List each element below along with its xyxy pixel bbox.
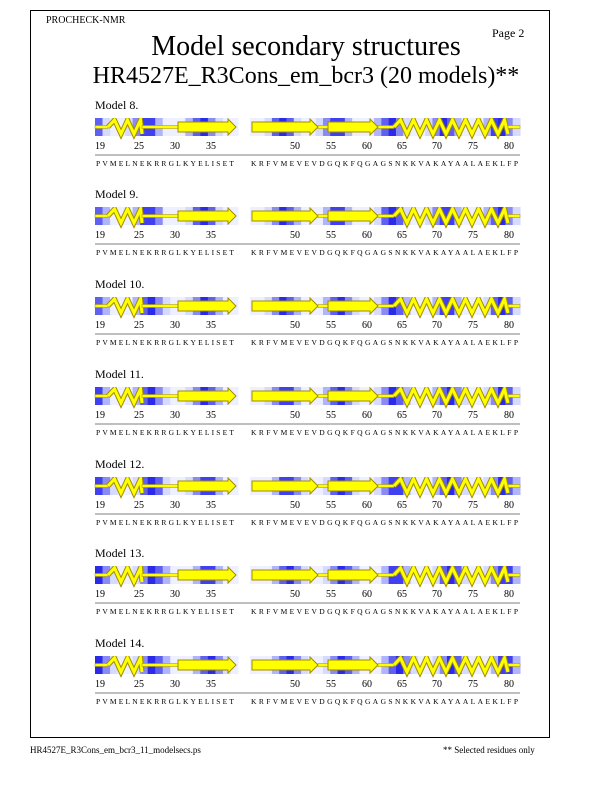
residue-number-label: 19 <box>95 230 105 241</box>
residue-number-label: 35 <box>206 410 216 421</box>
structure-track <box>0 656 612 736</box>
residue-number-label: 35 <box>206 141 216 152</box>
coil-segment <box>318 305 328 308</box>
coil-segment <box>318 664 328 667</box>
coil-segment <box>142 485 178 488</box>
residue-number-label: 70 <box>432 230 442 241</box>
structure-track <box>0 118 612 198</box>
coil-segment <box>95 215 108 218</box>
sequence-text: PVMELNEKRRGLKYELISET <box>96 697 234 706</box>
residue-number-label: 30 <box>170 230 180 241</box>
sequence-text: KRFVMEVEVDGQKFQGAGSNKKVAKAYAALAEKLFP <box>251 338 518 347</box>
residue-number-label: 19 <box>95 500 105 511</box>
residue-number-label: 25 <box>134 410 144 421</box>
residue-number-label: 25 <box>134 230 144 241</box>
structure-track <box>0 477 612 557</box>
coil-segment <box>142 395 178 398</box>
residue-number-label: 70 <box>432 679 442 690</box>
coil-segment <box>95 395 108 398</box>
residue-number-label: 35 <box>206 320 216 331</box>
residue-number-label: 60 <box>362 589 372 600</box>
model-label: Model 10. <box>95 277 145 291</box>
model-label: Model 13. <box>95 546 145 560</box>
footer-filename: HR4527E_R3Cons_em_bcr3_11_modelsecs.ps <box>30 745 201 755</box>
residue-number-label: 70 <box>432 141 442 152</box>
residue-number-label: 25 <box>134 679 144 690</box>
residue-number-label: 30 <box>170 320 180 331</box>
residue-number-label: 60 <box>362 679 372 690</box>
residue-number-label: 30 <box>170 410 180 421</box>
coil-segment <box>142 305 178 308</box>
coil-segment <box>318 395 328 398</box>
coil-segment <box>95 485 108 488</box>
residue-number-label: 65 <box>397 230 407 241</box>
residue-number-label: 50 <box>290 500 300 511</box>
residue-number-label: 80 <box>504 679 514 690</box>
coil-segment <box>95 664 108 667</box>
page-title: Model secondary structures <box>151 31 461 62</box>
sequence-text: PVMELNEKRRGLKYELISET <box>96 159 234 168</box>
coil-segment <box>318 574 328 577</box>
model-block <box>0 457 612 547</box>
residue-number-label: 19 <box>95 589 105 600</box>
residue-number-label: 65 <box>397 410 407 421</box>
sequence-text: PVMELNEKRRGLKYELISET <box>96 518 234 527</box>
residue-number-label: 55 <box>326 141 336 152</box>
sequence-text: KRFVMEVEVDGQKFQGAGSNKKVAKAYAALAEKLFP <box>251 697 518 706</box>
model-label: Model 12. <box>95 457 145 471</box>
coil-segment <box>318 485 328 488</box>
residue-number-label: 80 <box>504 589 514 600</box>
page-number: Page 2 <box>492 26 525 40</box>
coil-segment <box>508 664 520 667</box>
structure-track <box>0 566 612 646</box>
residue-number-label: 60 <box>362 410 372 421</box>
footer-note: ** Selected residues only <box>443 745 535 755</box>
coil-segment <box>508 305 520 308</box>
coil-segment <box>318 215 328 218</box>
model-block <box>0 277 612 367</box>
residue-number-label: 65 <box>397 320 407 331</box>
model-block <box>0 546 612 636</box>
coil-segment <box>378 395 394 398</box>
coil-segment <box>508 215 520 218</box>
residue-number-label: 30 <box>170 679 180 690</box>
residue-number-label: 55 <box>326 410 336 421</box>
residue-number-label: 35 <box>206 679 216 690</box>
sequence-text: PVMELNEKRRGLKYELISET <box>96 338 234 347</box>
sequence-text: PVMELNEKRRGLKYELISET <box>96 248 234 257</box>
residue-number-label: 50 <box>290 320 300 331</box>
residue-number-label: 30 <box>170 141 180 152</box>
residue-number-label: 60 <box>362 230 372 241</box>
residue-number-label: 55 <box>326 500 336 511</box>
residue-number-label: 55 <box>326 230 336 241</box>
residue-number-label: 65 <box>397 141 407 152</box>
residue-number-label: 19 <box>95 410 105 421</box>
residue-number-label: 35 <box>206 230 216 241</box>
coil-segment <box>378 305 394 308</box>
residue-number-label: 80 <box>504 320 514 331</box>
residue-number-label: 30 <box>170 500 180 511</box>
coil-segment <box>95 126 108 129</box>
residue-number-label: 80 <box>504 410 514 421</box>
residue-number-label: 50 <box>290 410 300 421</box>
residue-number-label: 35 <box>206 589 216 600</box>
residue-number-label: 75 <box>468 589 478 600</box>
residue-number-label: 80 <box>504 141 514 152</box>
coil-segment <box>95 305 108 308</box>
coil-segment <box>378 574 394 577</box>
structure-track <box>0 297 612 377</box>
residue-number-label: 55 <box>326 320 336 331</box>
residue-number-label: 50 <box>290 679 300 690</box>
residue-number-label: 25 <box>134 589 144 600</box>
sequence-text: KRFVMEVEVDGQKFQGAGSNKKVAKAYAALAEKLFP <box>251 159 518 168</box>
coil-segment <box>508 395 520 398</box>
sequence-text: PVMELNEKRRGLKYELISET <box>96 428 234 437</box>
model-label: Model 11. <box>95 367 144 381</box>
coil-segment <box>142 215 178 218</box>
sequence-text: KRFVMEVEVDGQKFQGAGSNKKVAKAYAALAEKLFP <box>251 428 518 437</box>
residue-number-label: 70 <box>432 589 442 600</box>
residue-number-label: 50 <box>290 141 300 152</box>
coil-segment <box>508 485 520 488</box>
coil-segment <box>378 215 394 218</box>
coil-segment <box>142 126 178 129</box>
residue-number-label: 75 <box>468 141 478 152</box>
sequence-text: KRFVMEVEVDGQKFQGAGSNKKVAKAYAALAEKLFP <box>251 518 518 527</box>
residue-number-label: 19 <box>95 320 105 331</box>
residue-number-label: 25 <box>134 500 144 511</box>
page-subtitle: HR4527E_R3Cons_em_bcr3 (20 models)** <box>92 63 520 89</box>
structure-track <box>0 387 612 467</box>
sequence-text: KRFVMEVEVDGQKFQGAGSNKKVAKAYAALAEKLFP <box>251 248 518 257</box>
model-block <box>0 98 612 188</box>
residue-number-label: 70 <box>432 320 442 331</box>
model-label: Model 9. <box>95 187 139 201</box>
coil-segment <box>508 574 520 577</box>
residue-number-label: 55 <box>326 679 336 690</box>
residue-number-label: 65 <box>397 589 407 600</box>
residue-number-label: 60 <box>362 141 372 152</box>
sequence-text: PVMELNEKRRGLKYELISET <box>96 607 234 616</box>
residue-number-label: 35 <box>206 500 216 511</box>
model-block <box>0 367 612 457</box>
coil-segment <box>95 574 108 577</box>
residue-number-label: 80 <box>504 500 514 511</box>
model-block <box>0 187 612 277</box>
model-label: Model 14. <box>95 636 145 650</box>
residue-number-label: 75 <box>468 230 478 241</box>
coil-segment <box>508 126 520 129</box>
residue-number-label: 19 <box>95 679 105 690</box>
sequence-text: KRFVMEVEVDGQKFQGAGSNKKVAKAYAALAEKLFP <box>251 607 518 616</box>
residue-number-label: 50 <box>290 230 300 241</box>
residue-number-label: 75 <box>468 320 478 331</box>
residue-number-label: 55 <box>326 589 336 600</box>
residue-number-label: 65 <box>397 679 407 690</box>
coil-segment <box>378 126 394 129</box>
coil-segment <box>378 664 394 667</box>
residue-number-label: 75 <box>468 679 478 690</box>
coil-segment <box>142 664 178 667</box>
coil-segment <box>318 126 328 129</box>
residue-number-label: 60 <box>362 320 372 331</box>
residue-number-label: 70 <box>432 500 442 511</box>
residue-number-label: 65 <box>397 500 407 511</box>
model-block <box>0 636 612 726</box>
model-label: Model 8. <box>95 98 139 112</box>
residue-number-label: 25 <box>134 141 144 152</box>
coil-segment <box>378 485 394 488</box>
residue-number-label: 50 <box>290 589 300 600</box>
residue-number-label: 75 <box>468 410 478 421</box>
structure-track <box>0 207 612 287</box>
residue-number-label: 25 <box>134 320 144 331</box>
program-name: PROCHECK-NMR <box>46 15 126 26</box>
residue-number-label: 75 <box>468 500 478 511</box>
residue-number-label: 80 <box>504 230 514 241</box>
residue-number-label: 60 <box>362 500 372 511</box>
coil-segment <box>142 574 178 577</box>
residue-number-label: 19 <box>95 141 105 152</box>
residue-number-label: 70 <box>432 410 442 421</box>
residue-number-label: 30 <box>170 589 180 600</box>
